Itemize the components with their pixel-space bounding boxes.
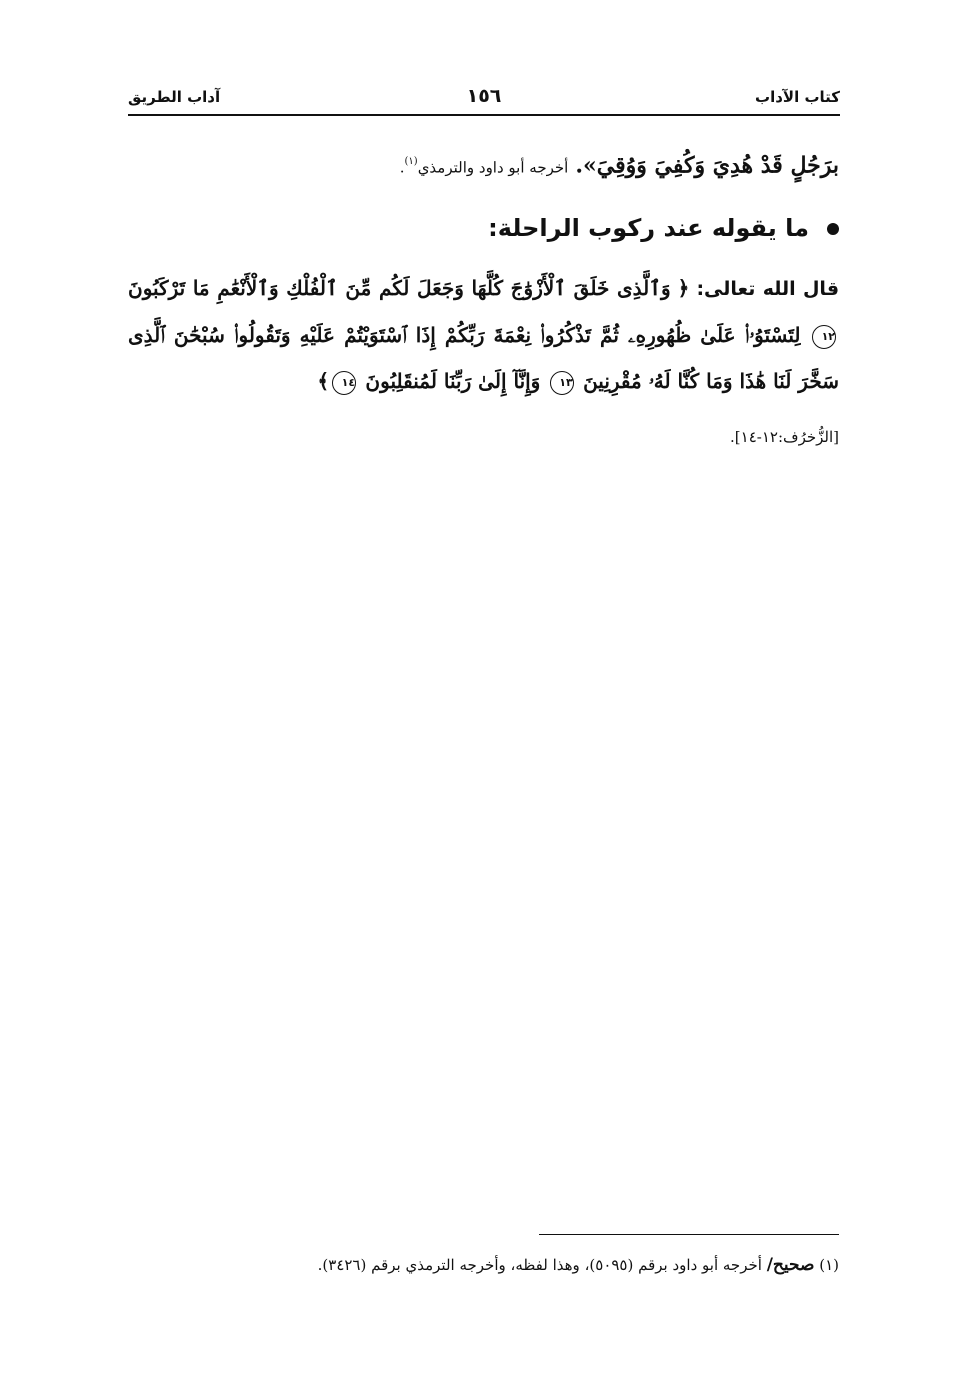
section-heading bbox=[488, 208, 839, 248]
chapter-title: آداب الطريق bbox=[128, 88, 221, 106]
hadith-text: برَجُلٍ قَدْ هُدِيَ وَكُفِيَ وَوُقِيَ». bbox=[575, 152, 839, 179]
footnote-grade: صحيح/ bbox=[766, 1255, 815, 1275]
open-bracket: ﴿ bbox=[677, 276, 690, 300]
hadith-reference: أخرجه أبو داود والترمذي bbox=[417, 158, 569, 177]
surah-citation: [الزُّخرُف:١٢-١٤]. bbox=[730, 428, 839, 446]
bullet-icon bbox=[827, 223, 839, 235]
verse-12: وَٱلَّذِى خَلَقَ ٱلْأَزْوَٰجَ كُلَّهَا وَجَعَلَ لَكُم مِّنَ ٱلْفُلْكِ وَٱلْأَنْعَٰمِ مَا تَرْكَبُونَ bbox=[128, 276, 671, 300]
ayah-number-12: ١٢ bbox=[812, 325, 836, 349]
quran-intro: قال الله تعالى: bbox=[696, 278, 840, 300]
verse-13: لِتَسْتَوُۥا۟ عَلَىٰ ظُهُورِهِۦ ثُمَّ تَذْكُرُوا۟ نِعْمَةَ رَبِّكُمْ إِذَا ٱسْتَوَيْتُمْ عَلَيْهِ وَتَقُولُوا۟ سُبْحَٰنَ ٱلَّذِى سَخَّرَ لَنَا هَٰذَا وَمَا كُنَّا لَهُۥ مُقْرِنِينَ bbox=[128, 323, 839, 393]
hadith-continuation bbox=[128, 142, 839, 187]
quran-passage bbox=[128, 265, 839, 404]
verse-14: وَإِنَّآ إِلَىٰ رَبِّنَا لَمُنقَلِبُونَ bbox=[365, 369, 541, 393]
book-title: كتاب الآداب bbox=[755, 88, 840, 106]
sentence-end: . bbox=[399, 158, 405, 177]
page-header bbox=[128, 84, 840, 116]
footnote-number: (١) bbox=[819, 1256, 839, 1274]
footnote-text: أخرجه أبو داود برقم (٥٠٩٥)، وهذا لفظه، وأخرجه الترمذي برقم (٣٤٢٦). bbox=[317, 1256, 762, 1274]
ayah-number-14: ١٤ bbox=[332, 371, 356, 395]
close-bracket: ﴾ bbox=[317, 369, 330, 393]
ayah-number-13: ١٣ bbox=[550, 371, 574, 395]
footnote bbox=[128, 1255, 839, 1275]
footnote-marker[interactable]: (١) bbox=[404, 156, 418, 167]
footnote-divider bbox=[539, 1234, 839, 1235]
section-title: ما يقوله عند ركوب الراحلة: bbox=[488, 214, 809, 242]
page-number: ١٥٦ bbox=[466, 85, 502, 107]
